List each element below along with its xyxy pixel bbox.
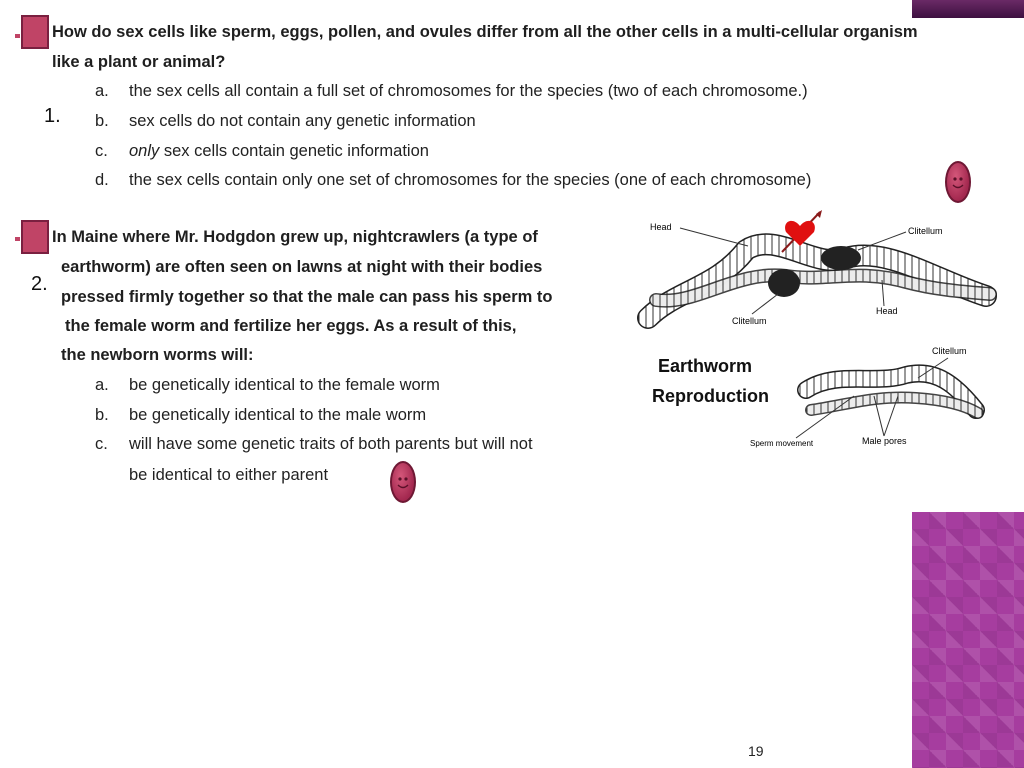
option-text: will have some genetic traits of both parents but will not [129,435,533,453]
question-2-text-line3: pressed firmly together so that the male can pass his sperm to [61,288,553,306]
label-male-pores: Male pores [862,436,907,446]
option-text: sex cells contain genetic information [159,142,429,160]
question-2-text-line2: earthworm) are often seen on lawns at night with their bodies [61,258,543,276]
smiley-face-icon [390,461,416,503]
option-letter: c. [95,435,108,453]
label-head-right: Head [876,306,898,316]
question-1-text-line1: How do sex cells like sperm, eggs, pollen, and ovules differ from all the other cells in a multi-cellular organism [52,23,918,41]
clitellum-right-band [821,246,861,270]
label-clitellum-left: Clitellum [732,316,767,326]
option-text: the sex cells all contain a full set of chromosomes for the species (two of each chromosome.) [129,82,808,100]
option-text: be genetically identical to the female worm [129,376,440,394]
question-2-text-line5: the newborn worms will: [61,346,254,364]
label-sperm-movement: Sperm movement [750,439,814,448]
smiley-face-icon [945,161,971,203]
page-number: 19 [748,743,764,759]
question-2-marker-dot [15,237,20,241]
question-1-option-d[interactable] [95,165,811,195]
figure-title-line1: Earthworm [658,356,753,376]
question-1-option-b[interactable] [95,106,476,136]
question-2-option-a[interactable] [95,370,440,400]
option-letter: b. [95,112,109,130]
clitellum-left-band [768,269,800,297]
question-1-marker-dot [15,34,20,38]
option-letter: d. [95,171,109,189]
earthworm-diagram [636,210,1006,460]
question-1-option-c[interactable] [95,136,429,166]
question-2-option-c[interactable] [95,429,533,459]
question-2-option-c-continued: be identical to either parent [129,466,329,484]
figure-title-line2: Reproduction [652,386,769,406]
question-2-number: 2. [31,273,48,295]
option-text: be genetically identical to the male worm [129,406,427,424]
option-text: sex cells do not contain any genetic information [129,112,476,130]
question-2-checkbox[interactable] [21,220,49,254]
question-1-number: 1. [44,105,61,127]
option-text: the sex cells contain only one set of chromosomes for the species (one of each chromosome) [129,171,812,189]
label-head-top: Head [650,222,672,232]
label-clitellum-bottom: Clitellum [932,346,967,356]
option-letter: a. [95,82,109,100]
question-1-checkbox[interactable] [21,15,49,49]
option-letter: b. [95,406,109,424]
option-letter: c. [95,142,108,160]
label-clitellum-top-right: Clitellum [908,226,943,236]
question-2-text-line1: In Maine where Mr. Hodgdon grew up, nightcrawlers (a type of [52,228,538,246]
question-2-text-line4: the female worm and fertilize her eggs. As a result of this, [65,317,517,335]
decorative-side-panel [912,512,1024,768]
question-2-option-b[interactable] [95,400,426,430]
decorative-top-bar [912,0,1024,18]
option-emphasis: only [129,142,160,160]
question-1-text-line2: like a plant or animal? [52,53,226,71]
option-letter: a. [95,376,109,394]
question-1-option-a[interactable] [95,76,808,106]
